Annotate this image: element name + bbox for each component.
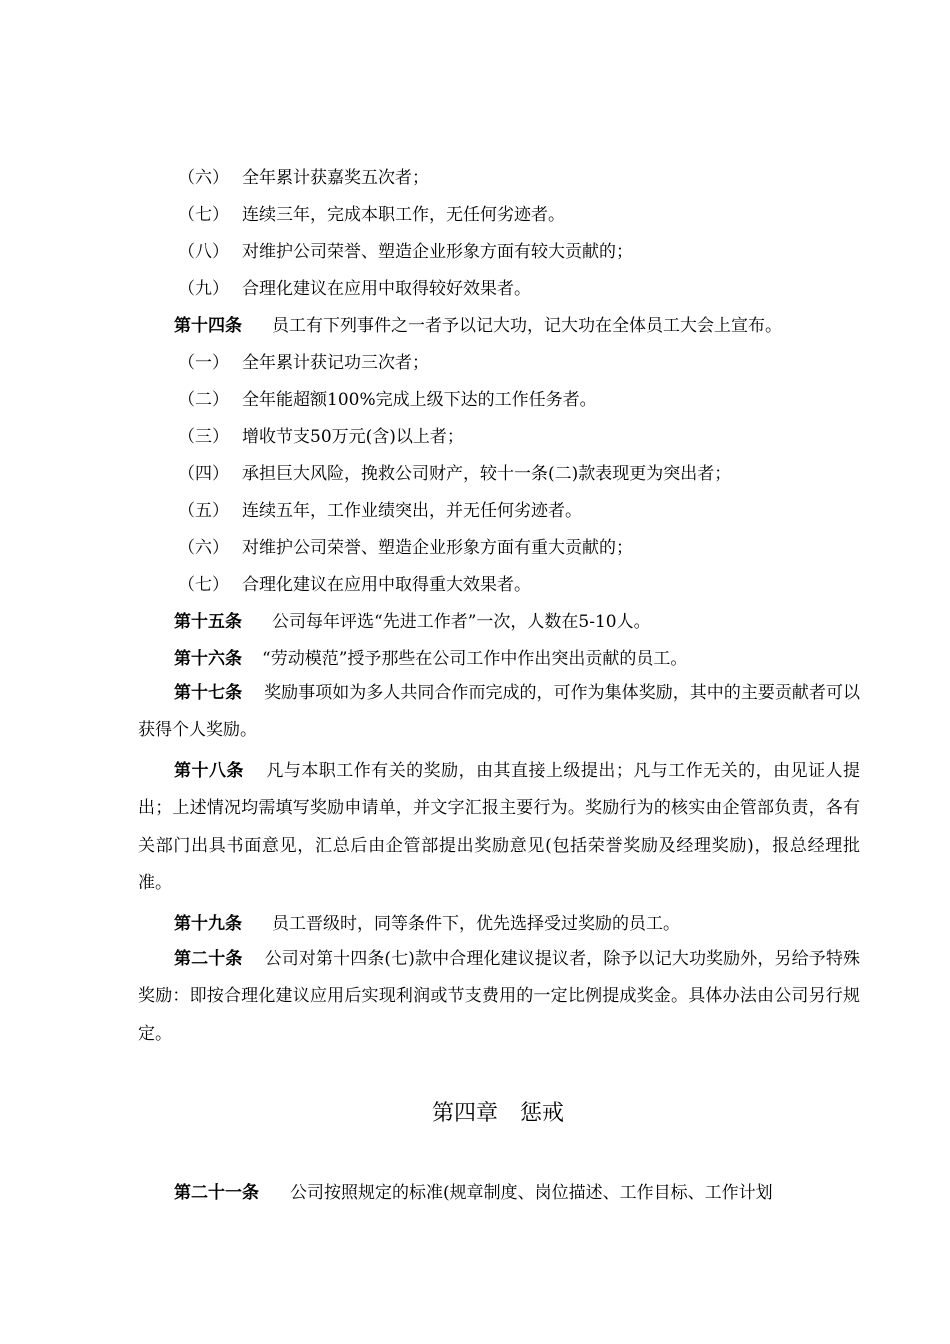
item-text: 全年累计获嘉奖五次者；	[242, 168, 429, 188]
item-text: 连续五年，工作业绩突出，并无任何劣迹者。	[242, 501, 582, 521]
article-18	[138, 753, 860, 903]
article-text: 公司每年评选“先进工作者”一次，人数在5-10人。	[272, 612, 651, 632]
article-text: 员工有下列事件之一者予以记大功，记大功在全体员工大会上宣布。	[272, 316, 782, 336]
item-number: （五）	[178, 501, 229, 521]
item-number: （二）	[178, 390, 229, 410]
article-label: 第十五条	[174, 612, 242, 632]
article-label: 第十九条	[174, 914, 242, 934]
item-text: 增收节支50万元(含)以上者；	[242, 427, 464, 447]
article-label: 第十六条	[174, 649, 242, 669]
article-20	[138, 941, 860, 1053]
article-text: 公司对第十四条(七)款中合理化建议提议者，除予以记大功奖励外，另给予特殊奖励：即按合理化建议应用后实现利润或节支费用的一定比例提成奖金。具体办法由公司另行规定。	[138, 949, 861, 1044]
item-text: 合理化建议在应用中取得较好效果者。	[242, 279, 531, 299]
item-number: （七）	[178, 575, 229, 595]
item-text: 对维护公司荣誉、塑造企业形象方面有重大贡献的；	[242, 538, 633, 558]
item-text: 全年累计获记功三次者；	[242, 353, 429, 373]
item-number: （一）	[178, 353, 229, 373]
article-text: 员工晋级时，同等条件下，优先选择受过奖励的员工。	[272, 914, 680, 934]
article-text: “劳动模范”授予那些在公司工作中作出突出贡献的员工。	[262, 649, 688, 669]
item-text: 合理化建议在应用中取得重大效果者。	[242, 575, 531, 595]
article-text: 公司按照规定的标准(规章制度、岗位描述、工作目标、工作计划	[290, 1183, 773, 1203]
article-text: 奖励事项如为多人共同合作而完成的，可作为集体奖励，其中的主要贡献者可以获得个人奖励。	[138, 683, 861, 741]
item-number: （六）	[178, 168, 229, 188]
item-text: 对维护公司荣誉、塑造企业形象方面有较大贡献的；	[242, 242, 633, 262]
item-text: 承担巨大风险，挽救公司财产，较十一条(二)款表现更为突出者；	[242, 464, 732, 484]
article-17	[138, 675, 860, 750]
item-text: 全年能超额100%完成上级下达的工作任务者。	[242, 390, 597, 410]
article-label: 第十四条	[174, 316, 242, 336]
chapter-number: 第四章	[431, 1101, 498, 1126]
item-number: （三）	[178, 427, 229, 447]
item-number: （六）	[178, 538, 229, 558]
chapter-heading	[0, 1096, 950, 1127]
article-text: 凡与本职工作有关的奖励，由其直接上级提出；凡与工作无关的，由见证人提出；上述情况均需填写奖励申请单，并文字汇报主要行为。奖励行为的核实由企管部负责，各有关部门出具书面意见，汇总后由企管部提出奖励意见(包括荣誉奖励及经理奖励)，报总经理批准。	[138, 761, 861, 894]
article-label: 第二十条	[174, 949, 243, 969]
item-number: （七）	[178, 205, 229, 225]
article-label: 第十七条	[174, 683, 243, 703]
item-number: （八）	[178, 242, 229, 262]
article-label: 第十八条	[174, 761, 244, 781]
chapter-title: 惩戒	[520, 1101, 565, 1126]
item-text: 连续三年，完成本职工作，无任何劣迹者。	[242, 205, 565, 225]
item-number: （九）	[178, 279, 229, 299]
item-number: （四）	[178, 464, 229, 484]
article-label: 第二十一条	[174, 1183, 259, 1203]
